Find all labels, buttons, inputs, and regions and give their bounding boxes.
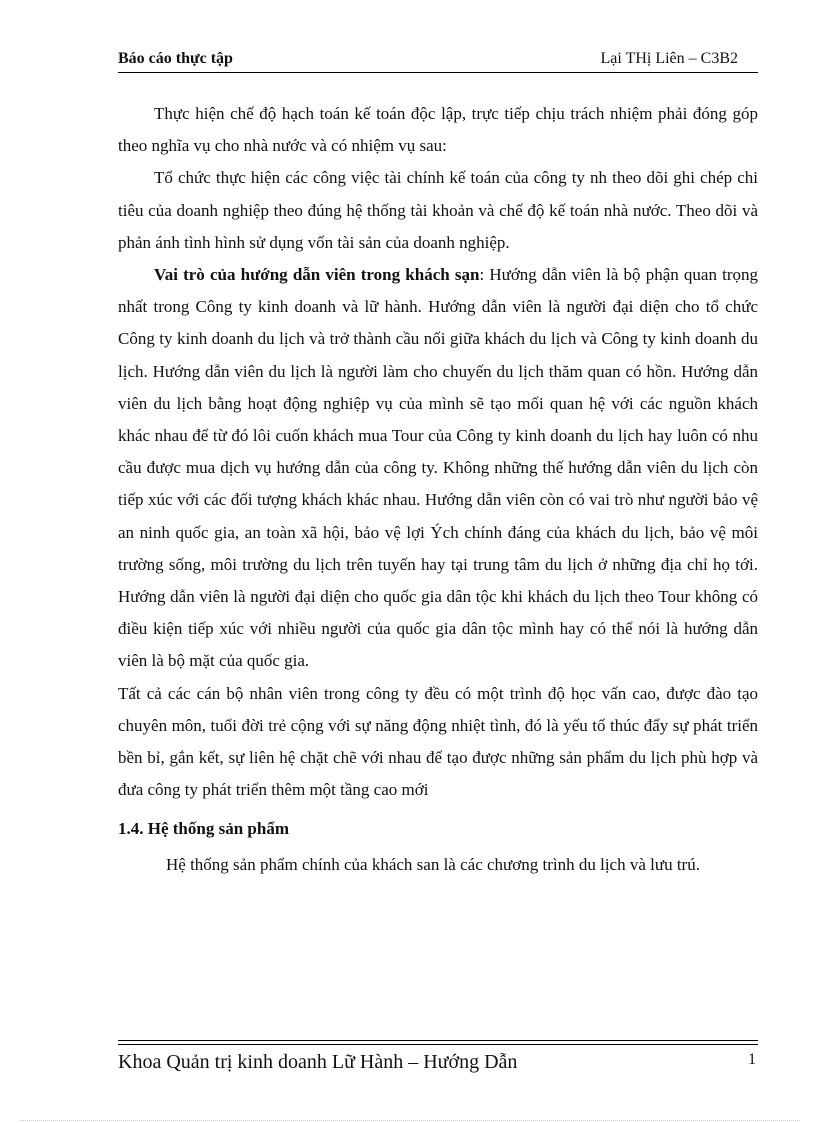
page-edge bbox=[20, 1120, 800, 1121]
guide-role-text: : Hướng dẫn viên là bộ phận quan trọng nhất trong Công ty kinh doanh và lữ hành. Hướng dẫn viên là người đại diện cho tổ chức Công ty kinh doanh du lịch và trở thành cầu nối giữa khách du lịch và Công ty kinh doanh du lịch. Hướng dẫn viên du lịch là người làm cho chuyến du lịch thăm quan có hồn. Hướng dẫn viên du lịch bằng hoạt động nghiệp vụ của mình sẽ tạo mối quan hệ với các nguồn khách khác nhau để từ đó lôi cuốn khách mua Tour của Công ty kinh doanh du lịch hay luôn có nhu cầu được mua dịch vụ hướng dẫn của công ty. Không những thế hướng dẫn viên du lịch còn tiếp xúc với các đối tượng khách khác nhau. Hướng dẫn viên còn có vai trò như người bảo vệ an ninh quốc gia, an toàn xã hội, bảo vệ lợi Ých chính đáng của khách du lịch, bảo vệ môi trường sống, môi trường du lịch trên tuyến hay tại trung tâm du lịch ở những địa chỉ họ tới. Hướng dẫn viên là người đại diện cho quốc gia dân tộc khi khách du lịch theo Tour không có điều kiện tiếp xúc với nhiều người của quốc gia dân tộc mình hay có thể nói là hướng dẫn viên là bộ mặt của quốc gia. bbox=[118, 265, 758, 671]
author-name: Lại THị Liên – C3B2 bbox=[600, 50, 738, 67]
page-header bbox=[118, 48, 758, 73]
paragraph-accounting: Thực hiện chế độ hạch toán kế toán độc lập, trực tiếp chịu trách nhiệm phải đóng góp theo nghĩa vụ cho nhà nước và có nhiệm vụ sau: bbox=[118, 104, 758, 156]
report-title: Báo cáo thực tập bbox=[118, 50, 233, 67]
page-number: 1 bbox=[748, 1051, 756, 1068]
footer-department: Khoa Quản trị kinh doanh Lữ Hành – Hướng Dẫn bbox=[118, 1051, 518, 1073]
paragraph-product-system: Hệ thống sản phẩm chính của khách san là các chương trình du lịch và lưu trú. bbox=[166, 855, 700, 875]
paragraph-guide-role bbox=[118, 259, 758, 678]
footer-divider-top bbox=[118, 1040, 758, 1041]
guide-role-title: Vai trò của hướng dẫn viên trong khách sạn bbox=[154, 265, 480, 285]
paragraph-staff: Tất cả các cán bộ nhân viên trong công ty đều có một trình độ học vấn cao, được đào tạo chuyên môn, tuổi đời trẻ cộng với sự năng động nhiệt tình, đó là yếu tố thúc đẩy sự phát triển bền bỉ, gắn kết, sự liên hệ chặt chẽ với nhau để tạo được những sản phẩm du lịch phù hợp và đưa công ty phát triển thêm một tầng cao mới bbox=[118, 683, 758, 800]
footer-divider-bottom bbox=[118, 1044, 758, 1045]
document-body bbox=[118, 98, 758, 882]
paragraph-finance-tasks: Tổ chức thực hiện các công việc tài chính kế toán của công ty nh theo dõi ghi chép chi tiêu của doanh nghiệp theo đúng hệ thống tài khoản và chế độ kế toán nhà nước. Theo dõi và phản ánh tình hình sử dụng vốn tài sản của doanh nghiệp. bbox=[118, 168, 758, 252]
section-heading: 1.4. Hệ thống sản phẩm bbox=[118, 819, 289, 839]
